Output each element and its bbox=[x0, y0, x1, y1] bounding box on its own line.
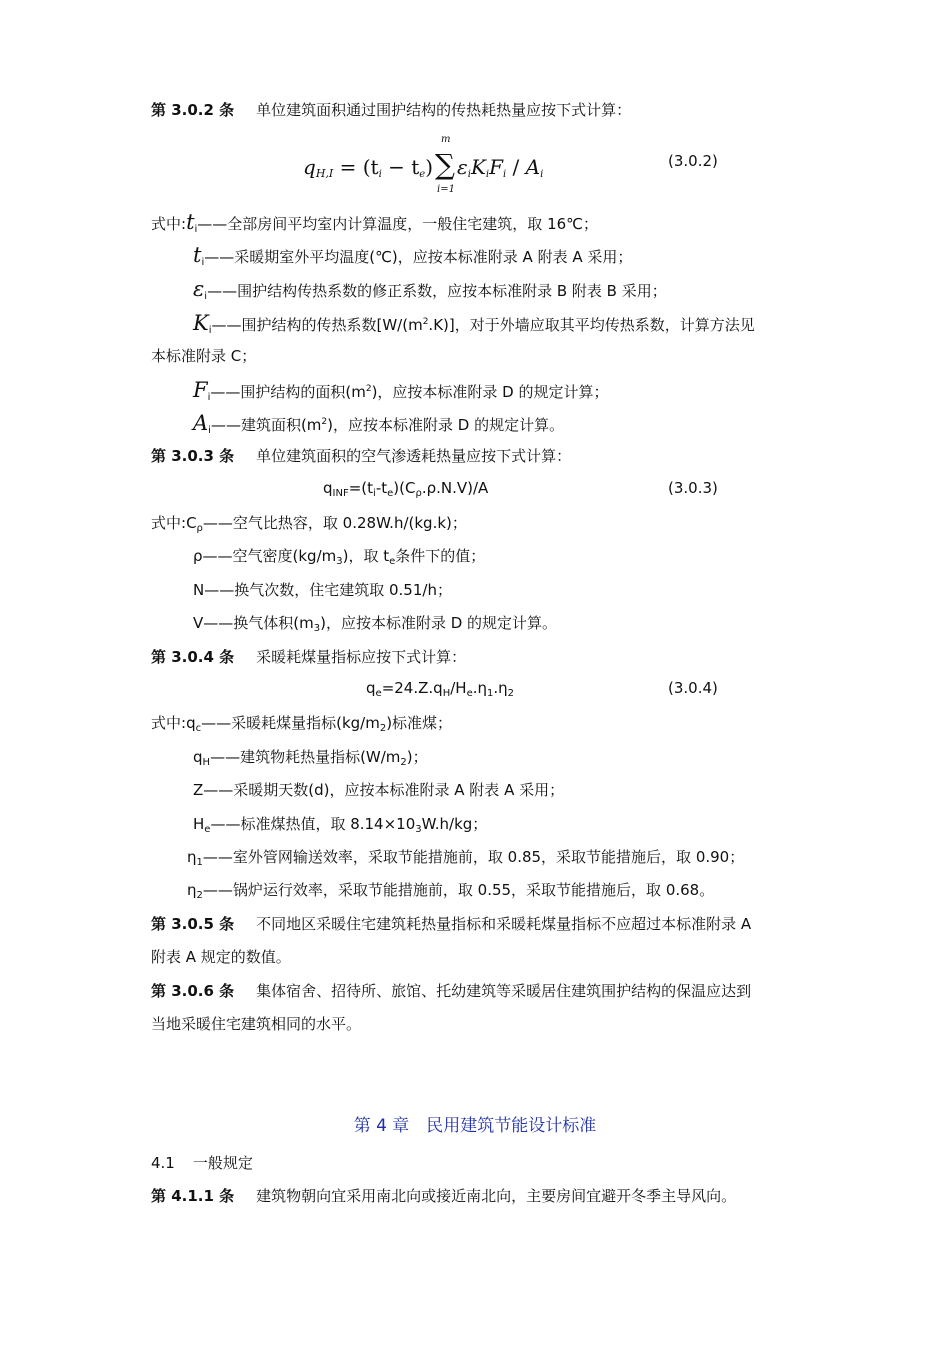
formula-number: (3.0.3) bbox=[668, 479, 718, 497]
formula-symbol: F bbox=[489, 155, 503, 179]
def-symbol: η bbox=[187, 848, 197, 866]
def-symbol: C bbox=[186, 514, 197, 532]
article-text: 不同地区采暖住宅建筑耗热量指标和采暖耗煤量指标不应超过本标准附录 A bbox=[256, 915, 752, 933]
formula-subscript: 1 bbox=[487, 688, 494, 699]
def-k bbox=[193, 311, 755, 342]
sum-glyph: ∑ bbox=[435, 148, 456, 181]
def-superscript: 2 bbox=[321, 417, 328, 427]
article-3-0-6 bbox=[151, 980, 751, 1002]
def-v bbox=[193, 612, 557, 640]
def-text: ——锅炉运行效率，采取节能措施前，取 0.55，采取节能措施后，取 0.68。 bbox=[202, 881, 715, 899]
article-label: 第 3.0.2 条 bbox=[151, 101, 235, 119]
def-z: Z——采暖期天数(d)，应按本标准附录 A 附表 A 采用； bbox=[193, 781, 565, 799]
def-ti-outdoor bbox=[193, 244, 632, 274]
def-subscript: ρ bbox=[196, 523, 203, 534]
def-text: ——室外管网输送效率，采取节能措施前，取 0.85，采取节能措施后，取 0.90； bbox=[202, 848, 745, 866]
def-prefix: 式中: bbox=[151, 514, 187, 532]
formula-number: (3.0.4) bbox=[668, 679, 718, 697]
article-label: 第 3.0.4 条 bbox=[151, 648, 235, 666]
def-symbol: F bbox=[193, 378, 208, 402]
formula-subscript: H,I bbox=[315, 167, 334, 180]
def-text: )，取 t bbox=[342, 547, 390, 565]
def-symbol: H bbox=[193, 815, 205, 833]
formula-text: =24.Z.q bbox=[381, 679, 443, 697]
formula-text: q bbox=[366, 679, 376, 697]
def-symbol: A bbox=[193, 411, 209, 435]
formula-subscript: H bbox=[442, 688, 451, 699]
def-text: W.h/kg； bbox=[421, 815, 488, 833]
def-subscript: 2 bbox=[196, 890, 203, 901]
chapter-title: 第 4 章 民用建筑节能设计标准 bbox=[353, 1116, 597, 1136]
def-subscript: 3 bbox=[313, 623, 321, 634]
formula-subscript: i bbox=[378, 169, 382, 180]
def-symbol: t bbox=[193, 243, 202, 267]
formula-symbol: K bbox=[470, 155, 486, 179]
article-label: 第 3.0.5 条 bbox=[151, 915, 235, 933]
def-symbol: q bbox=[186, 714, 196, 732]
article-3-0-5-continued: 附表 A 规定的数值。 bbox=[151, 948, 291, 966]
formula-text: =(t bbox=[348, 479, 374, 497]
def-text: )标准煤； bbox=[386, 714, 453, 732]
def-symbol: η bbox=[187, 881, 197, 899]
formula-subscript: i bbox=[540, 169, 544, 180]
def-subscript: 2 bbox=[379, 723, 387, 734]
article-3-0-4 bbox=[151, 646, 466, 668]
def-subscript: e bbox=[389, 556, 396, 567]
formula-text: .η bbox=[472, 679, 487, 697]
def-text: ρ——空气密度(kg/m bbox=[193, 547, 337, 565]
def-subscript: i bbox=[204, 291, 208, 302]
formula-text: ) bbox=[425, 155, 434, 179]
def-text: V——换气体积(m bbox=[193, 614, 314, 632]
def-qh bbox=[193, 746, 428, 774]
def-eta1 bbox=[187, 846, 744, 874]
formula-3-0-4 bbox=[366, 679, 514, 699]
def-subscript: e bbox=[204, 824, 211, 835]
def-text: .K)]，对于外墙应取其平均传热系数，计算方法见 bbox=[428, 316, 755, 334]
formula-subscript: i bbox=[467, 169, 471, 180]
formula-symbol: A bbox=[525, 155, 541, 179]
formula-subscript: i bbox=[373, 488, 376, 499]
formula-text: -t bbox=[375, 479, 388, 497]
def-text: ——标准煤热值，取 8.14×10 bbox=[210, 815, 416, 833]
article-label: 第 3.0.3 条 bbox=[151, 447, 235, 465]
def-qc bbox=[151, 712, 452, 740]
def-text: ——采暖耗煤量指标(kg/m bbox=[201, 714, 380, 732]
section-title: 一般规定 bbox=[192, 1154, 253, 1172]
def-subscript: i bbox=[207, 392, 211, 403]
article-4-1-1 bbox=[151, 1185, 736, 1207]
section-4-1 bbox=[151, 1152, 253, 1174]
def-text: ——围护结构的传热系数[W/(m bbox=[211, 316, 423, 334]
def-text: ——建筑物耗热量指标(W/m bbox=[210, 748, 401, 766]
def-k-continued: 本标准附录 C； bbox=[151, 347, 257, 365]
def-text: ——围护结构的面积(m bbox=[210, 383, 366, 401]
def-text: 条件下的值； bbox=[395, 547, 486, 565]
def-cp bbox=[151, 512, 467, 540]
def-he bbox=[193, 813, 487, 841]
formula-symbol: ε bbox=[457, 155, 468, 179]
formula-subscript: e bbox=[419, 169, 426, 180]
def-text: ——采暖期室外平均温度(℃)，应按本标准附录 A 附表 A 采用； bbox=[204, 248, 633, 266]
formula-subscript: e bbox=[466, 688, 473, 699]
formula-text: .η bbox=[493, 679, 508, 697]
def-subscript: 3 bbox=[415, 824, 422, 835]
formula-subscript: 2 bbox=[507, 688, 515, 699]
def-text: ——全部房间平均室内计算温度，一般住宅建筑，取 16℃； bbox=[197, 215, 598, 233]
article-text: 建筑物朝向宜采用南北向或接近南北向，主要房间宜避开冬季主导风向。 bbox=[256, 1187, 737, 1205]
def-subscript: 2 bbox=[400, 757, 407, 768]
def-text: )，应按本标准附录 D 的规定计算； bbox=[371, 383, 609, 401]
section-label: 4.1 bbox=[151, 1154, 175, 1172]
article-3-0-6-continued: 当地采暖住宅建筑相同的水平。 bbox=[151, 1015, 362, 1033]
formula-text: − t bbox=[381, 155, 420, 179]
def-eta2 bbox=[187, 879, 714, 907]
sum-symbol bbox=[435, 134, 456, 195]
sum-lower: i=1 bbox=[437, 184, 455, 195]
formula-subscript: i bbox=[503, 169, 507, 180]
def-epsilon bbox=[193, 278, 667, 308]
formula-subscript: i bbox=[485, 169, 490, 180]
def-a bbox=[193, 411, 564, 442]
def-text: ——建筑面积(m bbox=[210, 416, 322, 434]
article-label: 第 3.0.6 条 bbox=[151, 982, 235, 1000]
def-f bbox=[193, 378, 609, 409]
def-superscript: 2 bbox=[422, 317, 429, 327]
article-text: 单位建筑面积通过围护结构的传热耗热量应按下式计算： bbox=[256, 101, 632, 119]
article-text: 采暖耗煤量指标应按下式计算： bbox=[256, 648, 467, 666]
def-text: )； bbox=[406, 748, 428, 766]
def-symbol: ε bbox=[193, 277, 205, 301]
def-symbol: q bbox=[193, 748, 203, 766]
def-subscript: i bbox=[208, 325, 212, 336]
def-prefix: 式中: bbox=[151, 215, 187, 233]
formula-subscript: e bbox=[387, 488, 394, 499]
def-subscript: i bbox=[194, 224, 198, 235]
def-n: N——换气次数，住宅建筑取 0.51/h； bbox=[193, 581, 452, 599]
formula-number: (3.0.2) bbox=[668, 152, 718, 170]
def-text: ——围护结构传热系数的修正系数，应按本标准附录 B 附表 B 采用； bbox=[207, 282, 667, 300]
article-3-0-5 bbox=[151, 913, 751, 935]
article-label: 第 4.1.1 条 bbox=[151, 1187, 235, 1205]
def-subscript: i bbox=[208, 425, 211, 436]
formula-text: .ρ.N.V)/A bbox=[421, 479, 489, 497]
formula-subscript: ρ bbox=[415, 488, 422, 499]
def-ti-indoor bbox=[151, 211, 598, 241]
def-subscript: H bbox=[202, 757, 211, 768]
article-text: 集体宿舍、招待所、旅馆、托幼建筑等采暖居住建筑围护结构的保温应达到 bbox=[256, 982, 752, 1000]
formula-text: / bbox=[506, 155, 526, 179]
formula-text: /H bbox=[450, 679, 467, 697]
formula-text: = (t bbox=[333, 155, 379, 179]
def-text: )，应按本标准附录 D 的规定计算。 bbox=[320, 614, 558, 632]
def-prefix: 式中: bbox=[151, 714, 187, 732]
def-rho bbox=[193, 545, 485, 573]
formula-3-0-2 bbox=[303, 134, 544, 195]
article-3-0-3 bbox=[151, 445, 571, 467]
sum-upper: m bbox=[441, 134, 451, 145]
formula-text: )(C bbox=[393, 479, 416, 497]
def-subscript: 3 bbox=[336, 556, 343, 567]
article-3-0-2 bbox=[151, 99, 631, 121]
formula-subscript: INF bbox=[332, 488, 349, 499]
def-superscript: 2 bbox=[365, 384, 372, 394]
formula-3-0-3 bbox=[323, 479, 488, 499]
def-subscript: i bbox=[201, 257, 205, 268]
formula-text: q bbox=[323, 479, 333, 497]
formula-subscript: e bbox=[375, 688, 382, 699]
def-text: )，应按本标准附录 D 的规定计算。 bbox=[327, 416, 565, 434]
formula-symbol: q bbox=[303, 155, 316, 179]
def-text: ——空气比热容，取 0.28W.h/(kg.k)； bbox=[202, 514, 467, 532]
def-subscript: 1 bbox=[196, 857, 203, 868]
def-symbol: t bbox=[186, 210, 195, 234]
def-subscript: c bbox=[195, 723, 202, 734]
article-text: 单位建筑面积的空气渗透耗热量应按下式计算： bbox=[256, 447, 572, 465]
def-symbol: K bbox=[193, 311, 209, 335]
